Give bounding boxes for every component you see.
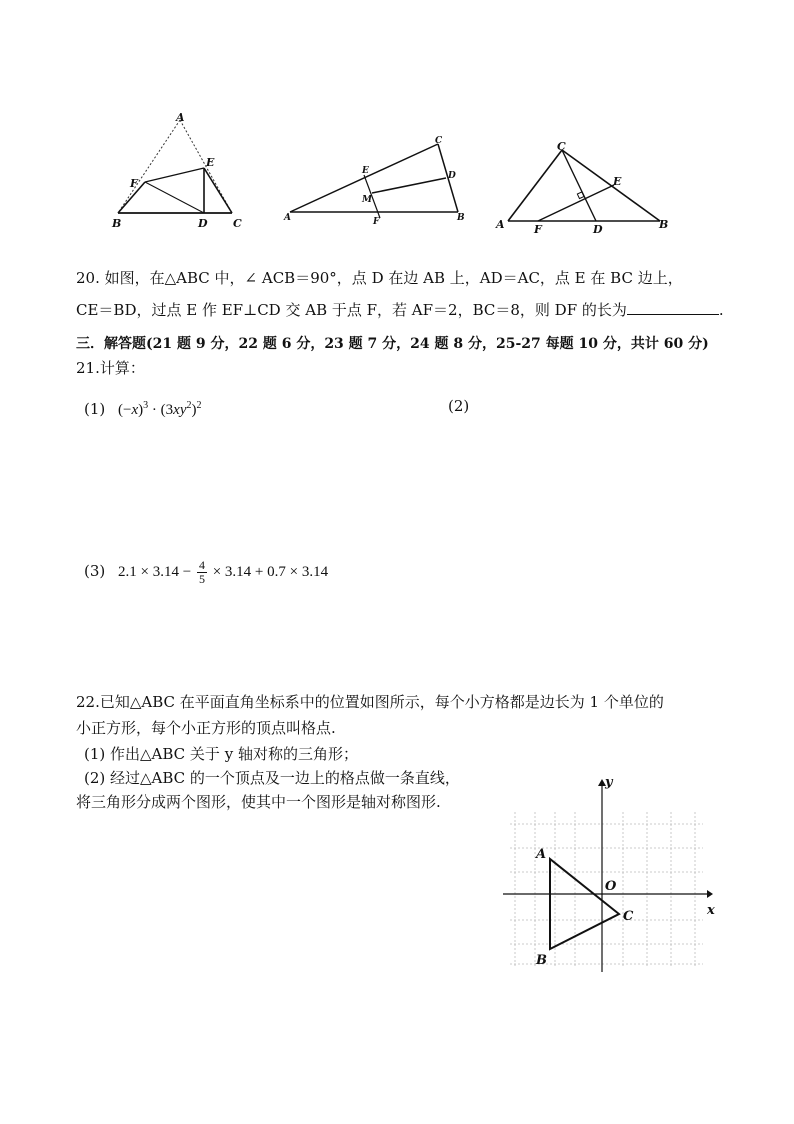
fig3-label-a: A	[496, 218, 505, 231]
figure-2-triangle	[280, 130, 475, 230]
fig1-label-c: C	[233, 217, 242, 230]
x-axis-arrow-icon	[707, 890, 713, 898]
fig3-label-b: B	[659, 218, 669, 231]
q21-p1-exp2: 2	[196, 400, 202, 411]
q21-part-2-label: (2)	[448, 397, 470, 415]
fig2-label-c: C	[435, 136, 443, 146]
q21-part-3	[84, 556, 328, 586]
fig3-label-c: C	[557, 140, 566, 153]
q21-title: 21.计算：	[76, 359, 145, 377]
q20-line-1: 20. 如图，在△ABC 中，∠ ACB＝90°，点 D 在边 AB 上，AD＝AC，点 E 在 BC 边上，	[76, 269, 683, 287]
grid-label-c: C	[623, 909, 634, 924]
grid-label-origin: O	[605, 879, 617, 894]
q21-part-1	[84, 396, 202, 420]
q22-line-2: 小正方形，每个小正方形的顶点叫格点.	[76, 719, 336, 737]
q21-p1-exp2-inner: 2	[186, 400, 192, 411]
q21-p1-close: )	[138, 402, 144, 418]
q22-item-1: (1) 作出△ABC 关于 y 轴对称的三角形；	[84, 745, 358, 763]
q21-p1-open-neg: (−	[118, 402, 132, 418]
coordinate-grid-figure[interactable]	[495, 772, 735, 982]
grid-label-x: x	[707, 903, 715, 918]
q21-p3-denominator: 5	[198, 572, 205, 587]
fig1-label-f: F	[130, 177, 138, 190]
fig2-label-m: M	[362, 195, 372, 205]
fig3-label-f: F	[534, 223, 542, 236]
q21-part-3-expression	[118, 558, 329, 587]
fig2-label-d: D	[448, 171, 456, 181]
q22-item-2: (2) 经过△ABC 的一个顶点及一边上的格点做一条直线，	[84, 769, 460, 787]
grid-label-a: A	[536, 847, 547, 862]
q21-p1-dot: ·	[148, 402, 161, 418]
fig2-label-b: B	[457, 213, 465, 223]
fig1-label-e: E	[206, 156, 215, 169]
q21-p1-x: x	[131, 402, 139, 418]
q22-item-3: 将三角形分成两个图形，使其中一个图形是轴对称图形.	[76, 793, 441, 811]
q21-p3-part-a: 2.1 × 3.14 −	[118, 564, 192, 580]
q21-p3-numerator: 4	[198, 558, 205, 573]
q21-part-3-label: (3)	[84, 562, 106, 580]
q21-p1-open2: (3	[160, 402, 174, 418]
grid-label-y: y	[605, 775, 613, 790]
figure-1-triangle-fold	[100, 110, 260, 235]
q22-line-1: 22.已知△ABC 在平面直角坐标系中的位置如图所示，每个小方格都是边长为 1 个单位的	[76, 693, 664, 711]
fig1-label-a: A	[176, 111, 185, 124]
fig1-label-d: D	[198, 217, 208, 230]
fig3-label-e: E	[613, 175, 622, 188]
q21-p1-exp3: 3	[143, 400, 149, 411]
fig3-label-d: D	[593, 223, 603, 236]
fig2-label-a: A	[284, 213, 291, 223]
figure-3-right-triangle	[494, 135, 679, 240]
q20-answer-blank[interactable]	[627, 300, 719, 315]
q21-p3-part-b: × 3.14 + 0.7 × 3.14	[212, 564, 329, 580]
q21-part-1-expression	[118, 402, 201, 418]
triangle-abc	[550, 859, 619, 949]
fig2-label-e: E	[362, 166, 369, 176]
q21-p1-close2: )	[191, 402, 197, 418]
q20-line-2-end: .	[718, 301, 724, 319]
section-3-title: 三．解答题(21 题 9 分，22 题 6 分，23 题 7 分，24 题 8 分，25-27 每题 10 分，共计 60 分)	[76, 336, 709, 352]
q21-p1-xy: xy	[173, 402, 187, 418]
q20-line-2	[76, 300, 724, 320]
fig1-label-b: B	[112, 217, 122, 230]
fig2-label-f: F	[373, 217, 380, 227]
q21-p3-fraction	[197, 559, 207, 586]
q21-part-1-label: (1)	[84, 400, 106, 418]
grid-label-b: B	[536, 953, 547, 968]
q20-line-2-text: CE＝BD，过点 E 作 EF⊥CD 交 AB 于点 F，若 AF＝2，BC＝8，则 DF 的长为	[76, 301, 627, 319]
